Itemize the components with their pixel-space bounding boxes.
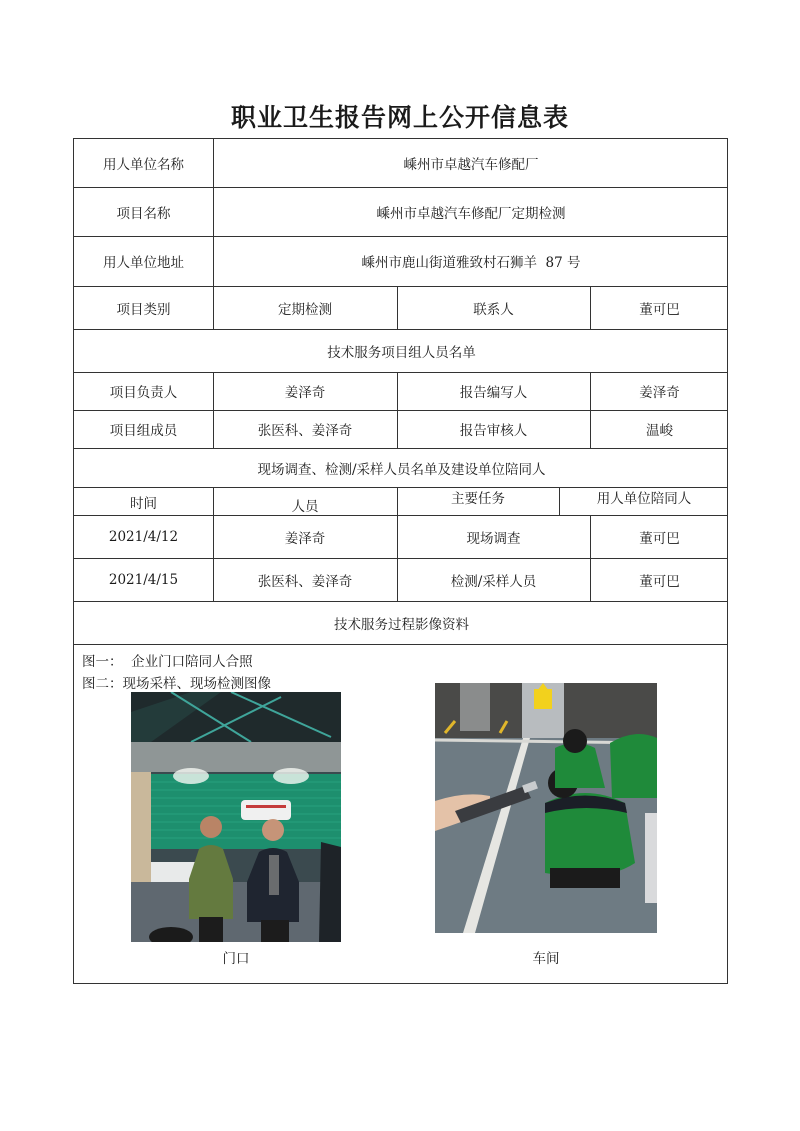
project-name-label: 项目名称 — [116, 205, 171, 222]
members-value: 张医科、姜泽奇 — [257, 423, 353, 439]
survey-row-2-date: 2021/4/15 — [108, 571, 179, 588]
writer-value: 姜泽奇 — [639, 385, 680, 401]
writer-label: 报告编写人 — [459, 385, 528, 401]
project-type-value: 定期检测 — [278, 301, 332, 318]
header-staff: 人员 — [291, 499, 319, 515]
employer-name-value: 嵊州市卓越汽车修配厂 — [403, 157, 539, 173]
members-label: 项目组成员 — [109, 423, 178, 439]
workshop-photo-image — [435, 683, 657, 933]
project-name-value: 嵊州市卓越汽车修配厂定期检测 — [376, 205, 566, 222]
leader-label: 项目负责人 — [109, 385, 178, 401]
contact-label: 联系人 — [473, 301, 514, 318]
row-divider — [74, 644, 727, 645]
survey-row-1-date: 2021/4/12 — [108, 528, 179, 545]
employer-address-label: 用人单位地址 — [103, 255, 184, 271]
figure-2-caption: 图二：现场采样、现场检测图像 — [82, 676, 271, 692]
reviewer-value: 温峻 — [646, 423, 673, 439]
entrance-photo-label: 门口 — [222, 951, 250, 967]
survey-row-2-staff: 张医科、姜泽奇 — [257, 573, 353, 590]
info-table — [73, 138, 728, 984]
reviewer-label: 报告审核人 — [459, 423, 528, 439]
employer-name-label: 用人单位名称 — [103, 157, 184, 173]
page-title: 职业卫生报告网上公开信息表 — [230, 103, 569, 132]
images-section-title: 技术服务过程影像资料 — [334, 616, 469, 633]
survey-row-1-staff: 姜泽奇 — [284, 530, 326, 547]
workshop-photo — [435, 683, 657, 933]
survey-row-2-task: 检测/采样人员 — [450, 573, 537, 590]
header-time: 时间 — [130, 496, 157, 512]
figure-1-caption: 图一： 企业门口陪同人合照 — [82, 654, 253, 670]
header-escort: 用人单位陪同人 — [596, 491, 692, 507]
survey-section-title: 现场调查、检测/采样人员名单及建设单位陪同人 — [257, 461, 546, 478]
project-type-label: 项目类别 — [116, 301, 171, 318]
employer-address-value: 嵊州市鹿山街道雅致村石狮羊 87 号 — [361, 255, 581, 271]
header-task: 主要任务 — [451, 491, 505, 507]
team-section-title: 技术服务项目组人员名单 — [327, 344, 476, 361]
entrance-photo — [131, 692, 341, 942]
contact-value: 董可巴 — [639, 301, 680, 318]
survey-row-1-escort: 董可巴 — [639, 530, 680, 547]
survey-row-2-escort: 董可巴 — [639, 573, 680, 590]
entrance-photo-image — [131, 692, 341, 942]
survey-row-1-task: 现场调查 — [466, 530, 521, 547]
leader-value: 姜泽奇 — [284, 385, 326, 401]
workshop-photo-label: 车间 — [532, 951, 560, 967]
